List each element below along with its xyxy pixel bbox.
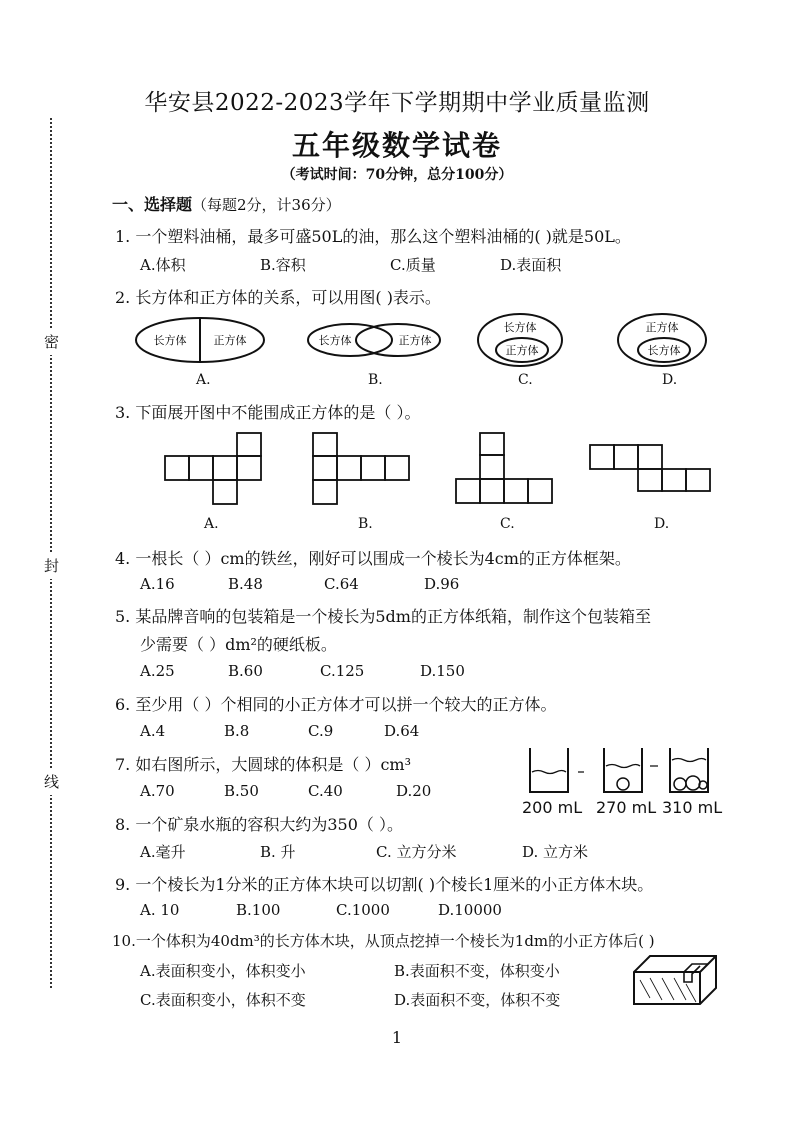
question-number: 6.	[115, 695, 131, 714]
question-text: 一根长（ ）cm的铁丝，刚好可以围成一个棱长为4cm的正方体框架。	[135, 549, 631, 568]
question-text: 长方体和正方体的关系，可以用图( )表示。	[135, 288, 441, 307]
option-c[interactable]: C.1000	[336, 901, 390, 919]
question-number: 4.	[115, 549, 131, 568]
option-b[interactable]: B.48	[228, 575, 263, 593]
venn-d-inner-label: 长方体	[647, 344, 681, 357]
q2-label-d[interactable]: D.	[662, 372, 678, 388]
section-heading	[112, 192, 341, 215]
beaker-1-label: 200 mL	[522, 798, 583, 817]
net-option-c	[456, 433, 552, 503]
option-a[interactable]: A.4	[140, 722, 166, 740]
cube-nets	[140, 430, 730, 510]
question-number: 1.	[115, 227, 131, 246]
exam-title-line2: 五年级数学试卷	[291, 129, 502, 162]
option-d[interactable]: D.表面积不变，体积不变	[394, 991, 561, 1009]
cuboid-with-notch-figure	[630, 950, 722, 1008]
beakers-figure	[520, 744, 730, 798]
question-number: 5.	[115, 607, 131, 626]
question-number: 9.	[115, 875, 131, 894]
option-d[interactable]: D. 立方米	[522, 843, 589, 861]
q2-label-b[interactable]: B.	[368, 372, 383, 388]
exam-title-line1: 华安县2022-2023学年下学期期中学业质量监测	[144, 90, 650, 116]
venn-d-outer-label: 正方体	[645, 321, 679, 334]
option-a[interactable]: A.70	[140, 782, 175, 800]
beaker-2	[604, 748, 642, 792]
question-text: 一个矿泉水瓶的容积大约为350（ ）。	[135, 815, 403, 834]
venn-c-inner-label: 正方体	[505, 344, 539, 357]
section-title: 一、选择题	[112, 195, 193, 214]
question-2	[115, 285, 441, 308]
option-c[interactable]: C. 立方分米	[376, 843, 457, 861]
question-4	[115, 546, 631, 569]
question-5	[115, 604, 651, 627]
question-10	[112, 930, 655, 951]
net-option-a	[165, 433, 261, 504]
option-d[interactable]: D.150	[420, 662, 465, 680]
option-d[interactable]: D.64	[384, 722, 420, 740]
option-b[interactable]: B.容积	[260, 256, 306, 274]
option-d[interactable]: D.96	[424, 575, 460, 593]
net-option-d	[590, 445, 710, 491]
question-text: 一个棱长为1分米的正方体木块可以切割( )个棱长1厘米的小正方体木块。	[135, 875, 654, 894]
option-b[interactable]: B.60	[228, 662, 263, 680]
beaker-3-label: 310 mL	[662, 798, 723, 817]
binding-char-seal-2: 封	[44, 552, 59, 579]
venn-a-cube-label: 正方体	[213, 334, 247, 347]
question-9	[115, 872, 653, 895]
option-a[interactable]: A.体积	[140, 256, 186, 274]
q3-label-d[interactable]: D.	[654, 516, 670, 532]
question-number: 10.	[112, 932, 136, 950]
question-text: 下面展开图中不能围成正方体的是（ ）。	[135, 403, 421, 422]
q3-label-c[interactable]: C.	[500, 516, 515, 532]
exam-info: （考试时间：70分钟，总分100分）	[281, 167, 513, 183]
option-c[interactable]: C.9	[308, 722, 334, 740]
option-c[interactable]: C.40	[308, 782, 343, 800]
question-number: 8.	[115, 815, 131, 834]
question-number: 3.	[115, 403, 131, 422]
option-c[interactable]: C.表面积变小，体积不变	[140, 991, 306, 1009]
venn-option-d	[618, 314, 706, 366]
page-number: 1	[391, 1028, 403, 1047]
option-d[interactable]: D.20	[396, 782, 432, 800]
venn-c-outer-label: 长方体	[503, 321, 537, 334]
option-d[interactable]: D.表面积	[500, 256, 562, 274]
option-b[interactable]: B.100	[236, 901, 281, 919]
option-b[interactable]: B. 升	[260, 843, 296, 861]
binding-char-seal-1: 密	[44, 328, 59, 355]
question-8	[115, 812, 403, 835]
option-a[interactable]: A.表面积变小，体积变小	[140, 962, 306, 980]
question-number: 2.	[115, 288, 131, 307]
question-1	[115, 224, 631, 247]
question-5-line2: 少需要（ ）dm²的硬纸板。	[140, 635, 337, 654]
beaker-2-label: 270 mL	[596, 798, 657, 817]
option-b[interactable]: B.50	[224, 782, 259, 800]
question-text: 一个体积为40dm³的长方体木块，从顶点挖掉一个棱长为1dm的小正方体后( )	[135, 932, 655, 950]
venn-b-cube-label: 正方体	[398, 334, 432, 347]
option-c[interactable]: C.质量	[390, 256, 436, 274]
question-number: 7.	[115, 755, 131, 774]
option-c[interactable]: C.125	[320, 662, 365, 680]
net-option-b	[313, 433, 409, 504]
option-b[interactable]: B.表面积不变，体积变小	[394, 962, 560, 980]
beaker-1	[530, 748, 568, 792]
option-d[interactable]: D.10000	[438, 901, 502, 919]
question-text: 如右图所示，大圆球的体积是（ ）cm³	[135, 755, 411, 774]
q2-label-c[interactable]: C.	[518, 372, 533, 388]
binding-char-line: 线	[44, 768, 59, 795]
beaker-3	[670, 748, 708, 792]
question-3	[115, 400, 420, 423]
question-text: 至少用（ ）个相同的小正方体才可以拼一个较大的正方体。	[135, 695, 557, 714]
question-text: 一个塑料油桶，最多可盛50L的油，那么这个塑料油桶的( )就是50L。	[135, 227, 631, 246]
question-text: 某品牌音响的包装箱是一个棱长为5dm的正方体纸箱，制作这个包装箱至	[135, 607, 651, 626]
venn-option-b	[308, 324, 440, 356]
option-b[interactable]: B.8	[224, 722, 250, 740]
venn-b-cuboid-label: 长方体	[318, 334, 352, 347]
question-6	[115, 692, 556, 715]
option-c[interactable]: C.64	[324, 575, 359, 593]
option-a[interactable]: A. 10	[140, 901, 180, 919]
q3-label-a[interactable]: A.	[204, 516, 219, 532]
venn-a-cuboid-label: 长方体	[153, 334, 187, 347]
section-scoring: （每题2分，计36分）	[192, 196, 341, 214]
option-a[interactable]: A.25	[140, 662, 175, 680]
venn-option-c	[478, 314, 562, 366]
option-a[interactable]: A.毫升	[140, 843, 186, 861]
option-a[interactable]: A.16	[140, 575, 175, 593]
question-7	[115, 752, 411, 775]
venn-diagrams	[130, 312, 730, 368]
q3-label-b[interactable]: B.	[358, 516, 373, 532]
q2-label-a[interactable]: A.	[196, 372, 211, 388]
venn-option-a	[136, 318, 264, 362]
